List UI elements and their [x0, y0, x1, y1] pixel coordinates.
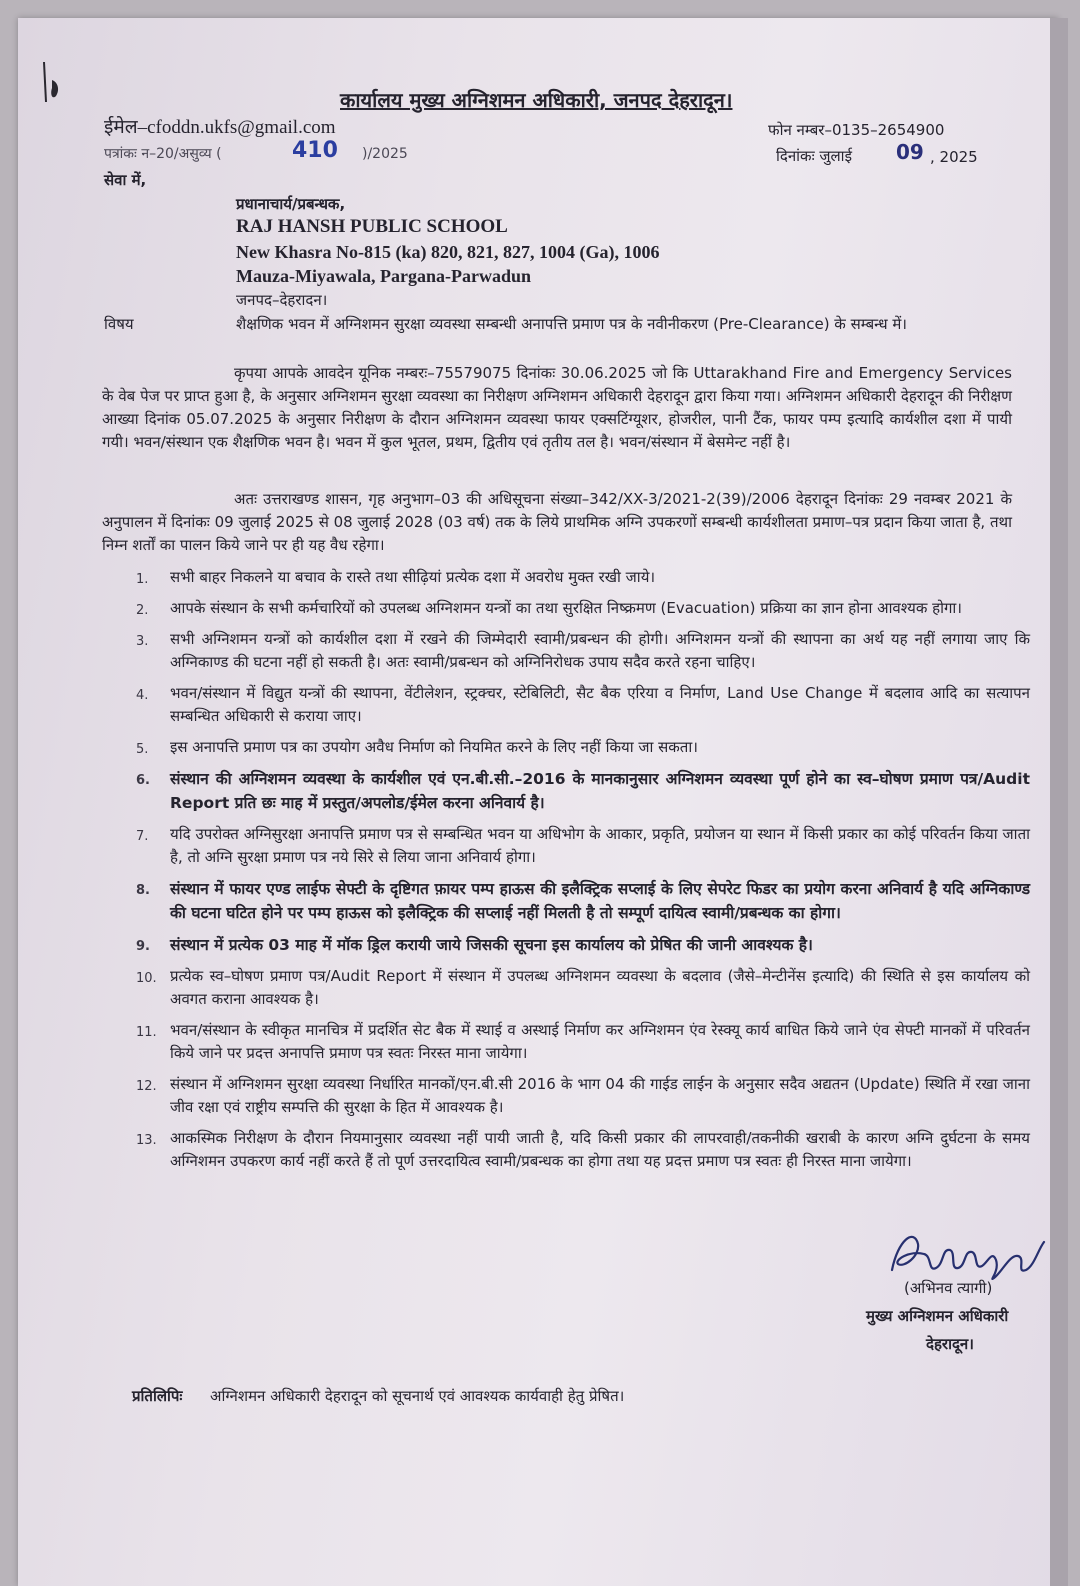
body-paragraph-2-text: अतः उत्तराखण्ड शासन, गृह अनुभाग–03 की अधिसूचना संख्या–342/XX-3/2021-2(39)/2006 देहरादून दिनांकः 29 नवम्बर 2021 के अनुपालन में दिनांकः 09 जुलाई 2025 से 08 जुलाई 2028 (03 वर्ष) तक के लिये प्राथमिक अग्नि उपकरणों सम्बन्धी कार्यशीलता प्रमाण–पत्र प्रदान किया जाता है, तथा निम्न शर्तों का पालन किये जाने पर ही यह वैध रहेगा। — [102, 490, 1012, 554]
body-paragraph-2 — [102, 488, 1012, 557]
conditions-list — [130, 566, 1030, 1181]
office-phone: फोन नम्बर–0135–2654900 — [768, 121, 945, 139]
addressee-designation: प्रधानाचार्य/प्रबन्धक, — [236, 195, 346, 213]
condition-item: 12. संस्थान में अग्निशमन सुरक्षा व्यवस्था निर्धारित मानकों/एन.बी.सी 2016 के भाग 04 की गाईड लाईन के अनुसार सदैव अद्यतन (Update) स्थिति में रखा जाना जीव रक्षा एवं राष्ट्रीय सम्पत्ति की सुरक्षा के हित में आवश्यक है। — [136, 1075, 1030, 1116]
condition-item: 1. सभी बाहर निकलने या बचाव के रास्ते तथा सीढ़ियां प्रत्येक दशा में अवरोध मुक्त रखी जाये। — [136, 568, 656, 587]
addressee-address-line-1: New Khasra No-815 (ka) 820, 821, 827, 1004 (Ga), 1006 — [236, 242, 660, 262]
condition-item: 11. भवन/संस्थान के स्वीकृत मानचित्र में प्रदर्शित सेट बैक में स्थाई व अस्थाई निर्माण कर अग्निशमन एंव रेस्क्यू कार्य बाधित किये जाने एंव सेफ्टी मानकों में परिवर्तन किये जाने पर प्रदत्त अनापत्ति प्रमाण पत्र स्वतः निरस्त माना जायेगा। — [136, 1021, 1030, 1062]
signer-place: देहरादून। — [926, 1335, 974, 1353]
subject-text: शैक्षणिक भवन में अग्निशमन सुरक्षा व्यवस्था सम्बन्धी अनापत्ति प्रमाण पत्र के नवीनीकरण (Pre-Clearance) के सम्बन्ध में। — [236, 315, 907, 333]
body-paragraph-1 — [102, 362, 1012, 454]
condition-item: 4. भवन/संस्थान में विद्युत यन्त्रों की स्थापना, वेंटीलेशन, स्ट्रक्चर, स्टेबिलिटी, सैट बैक एरिया व निर्माण, Land Use Change में बदलाव आदि का सत्यापन सम्बन्धित अधिकारी से कराया जाए। — [136, 684, 1030, 725]
condition-item: 2. आपके संस्थान के सभी कर्मचारियों को उपलब्ध अग्निशमन यन्त्रों का तथा सुरक्षित निष्क्रमण (Evacuation) प्रक्रिया का ज्ञान होना आवश्यक होगा। — [136, 599, 962, 618]
punch-hole-mark — [40, 58, 62, 106]
reference-year: )/2025 — [362, 146, 408, 162]
signer-title: मुख्य अग्निशमन अधिकारी — [866, 1307, 1009, 1325]
office-email: ईमेल–cfoddn.ukfs@gmail.com — [104, 117, 336, 138]
date-day-handwritten: 09 — [896, 140, 924, 164]
reference-number-handwritten: 410 — [292, 138, 338, 163]
reference-label: पत्रांकः न–20/असुव्य ( — [104, 146, 222, 162]
addressee-school: RAJ HANSH PUBLIC SCHOOL — [236, 216, 508, 237]
date-year: , 2025 — [930, 148, 978, 166]
condition-item: 10. प्रत्येक स्व–घोषण प्रमाण पत्र/Audit Report में संस्थान में उपलब्ध अग्निशमन व्यवस्था के बदलाव (जैसे–मेन्टीनेंस इत्यादि) की स्थिति से इस कार्यालय को अवगत कराना आवश्यक है। — [136, 967, 1030, 1008]
condition-item: 5. इस अनापत्ति प्रमाण पत्र का उपयोग अवैध निर्माण को नियमित करने के लिए नहीं किया जा सकता। — [136, 738, 698, 757]
condition-item: 3. सभी अग्निशमन यन्त्रों को कार्यशील दशा में रखने की जिम्मेदारी स्वामी/प्रबन्धन की होगी। अग्निशमन यन्त्रों की स्थापना का अर्थ यह नहीं लगाया जाए कि अग्निकाण्ड की घटना नहीं हो सकती है। अतः स्वामी/प्रबन्धन को अग्निनिरोधक उपाय सदैव करते रहना चाहिए। — [136, 630, 1030, 671]
condition-item: 13. आकस्मिक निरीक्षण के दौरान नियमानुसार व्यवस्था नहीं पायी जाती है, यदि किसी प्रकार की लापरवाही/तकनीकी खराबी के कारण अग्नि दुर्घटना के समय अग्निशमन उपकरण कार्य नहीं करते हैं तो पूर्ण उत्तरदायित्व स्वामी/प्रबन्धक का होगा तथा यह प्रदत्त प्रमाण पत्र स्वतः ही निरस्त माना जायेगा। — [136, 1129, 1030, 1170]
subject-label: विषय — [104, 315, 134, 333]
copy-to-label: प्रतिलिपिः — [132, 1387, 183, 1405]
salutation: सेवा में, — [104, 171, 147, 189]
date-label: दिनांकः जुलाई — [776, 147, 852, 165]
signer-name: (अभिनव त्यागी) — [904, 1279, 993, 1297]
addressee-district: जनपद–देहरादन। — [236, 291, 328, 309]
condition-item: 8. संस्थान में फायर एण्ड लाईफ सेफ्टी के दृष्टिगत फ़ायर पम्प हाऊस की इलैक्ट्रिक सप्लाई के लिए सेपरेट फिडर का प्रयोग करना अनिवार्य है यदि अग्निकाण्ड की घटना घटित होने पर पम्प हाऊस को इलैक्ट्रिक की सप्लाई नहीं मिलती है तो सम्पूर्ण दायित्व स्वामी/प्रबन्धक का होगा। — [136, 880, 1030, 922]
office-title: कार्यालय मुख्य अग्निशमन अधिकारी, जनपद देहरादून। — [340, 88, 733, 112]
condition-item: 9. संस्थान में प्रत्येक 03 माह में मॉक ड्रिल करायी जाये जिसकी सूचना इस कार्यालय को प्रेषित की जानी आवश्यक है। — [136, 936, 813, 954]
copy-to-text: अग्निशमन अधिकारी देहरादून को सूचनार्थ एवं आवश्यक कार्यवाही हेतु प्रेषित। — [210, 1387, 625, 1405]
body-paragraph-1-text: कृपया आपके आवदेन यूनिक नम्बरः–75579075 दिनांकः 30.06.2025 जो कि Uttarakhand Fire and Emergency Services के वेब पेज पर प्राप्त हुआ है, के अनुसार अग्निशमन सुरक्षा व्यवस्था का निरीक्षण अग्निशमन अधिकारी देहरादून द्वारा किया गया। अग्निशमन अधिकारी देहरादून की निरीक्षण आख्या दिनांक 05.07.2025 के अनुसार निरीक्षण के दौरान अग्निशमन व्यवस्था फायर एक्सटिंग्यूशर, होजरील, पानी टैंक, फायर पम्प इत्यादि कार्यशील दशा में पायी गयी। भवन/संस्थान एक शैक्षणिक भवन है। भवन में कुल भूतल, प्रथम, द्वितीय एवं तृतीय तल है। भवन/संस्थान में बेसमेन्ट नहीं है। — [102, 364, 1012, 451]
addressee-address-line-2: Mauza-Miyawala, Pargana-Parwadun — [236, 266, 531, 286]
condition-item: 7. यदि उपरोक्त अग्निसुरक्षा अनापत्ति प्रमाण पत्र से सम्बन्धित भवन या अधिभोग के आकार, प्रकृति, प्रयोजन या स्थान में किसी प्रकार का कोई परिवर्तन किया जाता है, तो अग्नि सुरक्षा प्रमाण पत्र नये सिरे से लिया जाना अनिवार्य होगा। — [136, 825, 1030, 866]
condition-item: 6. संस्थान की अग्निशमन व्यवस्था के कार्यशील एवं एन.बी.सी.–2016 के मानकानुसार अग्निशमन व्यवस्था पूर्ण होने का स्व–घोषण प्रमाण पत्र/Audit Report प्रति छः माह में प्रस्तुत/अपलोड/ईमेल करना अनिवार्य है। — [136, 770, 1030, 812]
